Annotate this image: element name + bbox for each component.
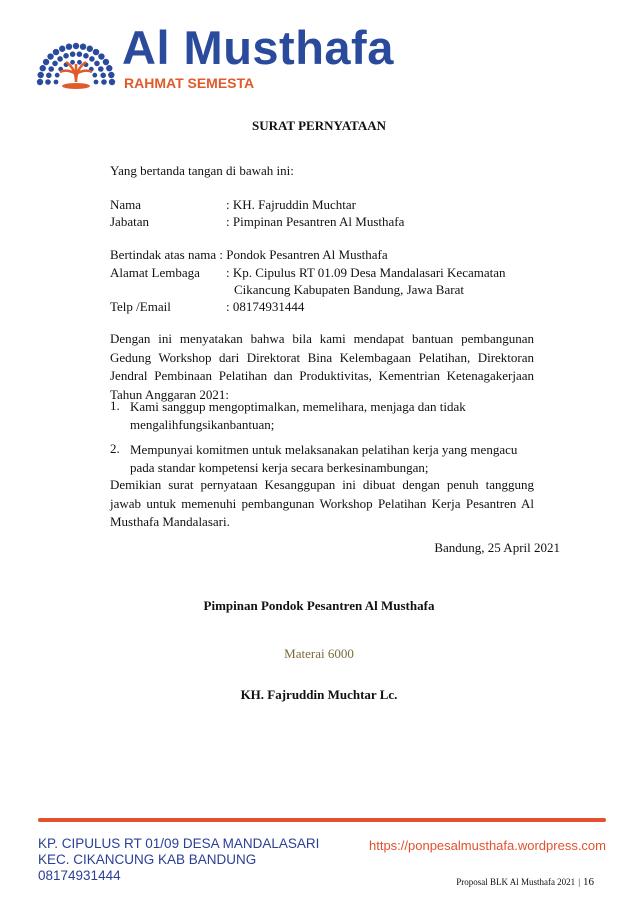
footer-website-link[interactable]: https://ponpesalmusthafa.wordpress.com bbox=[368, 838, 606, 853]
logo-emblem bbox=[36, 24, 116, 94]
alamat-value-1: : Kp. Cipulus RT 01.09 Desa Mandalasari Kecamatan bbox=[226, 265, 506, 280]
alamat-label: Alamat Lembaga bbox=[110, 265, 200, 280]
doc-label: Proposal BLK Al Musthafa 2021 bbox=[456, 877, 576, 887]
stamp-label: Materai 6000 bbox=[284, 646, 354, 661]
letter-title: SURAT PERNYATAAN bbox=[252, 118, 386, 133]
brand-name: Al Musthafa bbox=[122, 21, 394, 74]
list-item-2-number: 2. bbox=[110, 441, 120, 456]
intro-text: Yang bertanda tangan di bawah ini: bbox=[110, 163, 294, 178]
list-item-1-line2: mengalihfungsikanbantuan; bbox=[130, 417, 275, 432]
brand-tagline: RAHMAT SEMESTA bbox=[124, 75, 255, 91]
jabatan-value: : Pimpinan Pesantren Al Musthafa bbox=[226, 214, 405, 229]
nama-label: Nama bbox=[110, 197, 142, 212]
footer-address-2: KEC. CIKANCUNG KAB BANDUNG bbox=[38, 852, 257, 867]
statement-paragraph: Dengan ini menyatakan bahwa bila kami mendapat bantuan pembangunan Gedung Workshop dari Direktorat Bina Kelembagaan Pelatihan, Direktoran Jendral Pembinaan Pelatihan dan Produktivitas, Kementrian Ketenagakerjaan Tahun Anggaran 2021: bbox=[110, 331, 534, 402]
footer-phone: 08174931444 bbox=[38, 868, 121, 883]
telp-value: : 08174931444 bbox=[226, 299, 305, 314]
closing-paragraph: Demikian surat pernyataan Kesanggupan ini dibuat dengan penuh tanggung jawab untuk memenuhi pembangunan Workshop Pelatihan Kerja Pesantren Al Musthafa Mandalasari. bbox=[110, 477, 534, 529]
footer-divider bbox=[38, 818, 606, 822]
dotted-arch-icon bbox=[36, 24, 116, 94]
alamat-value-2: Cikancung Kabupaten Bandung, Jawa Barat bbox=[234, 282, 464, 297]
list-item-2-line2: pada standar kompetensi kerja secara berkesinambungan; bbox=[130, 460, 429, 475]
place-date: Bandung, 25 April 2021 bbox=[434, 540, 560, 555]
signatory-name: KH. Fajruddin Muchtar Lc. bbox=[240, 687, 398, 702]
signatory-title: Pimpinan Pondok Pesantren Al Musthafa bbox=[203, 598, 435, 613]
telp-label: Telp /Email bbox=[110, 299, 171, 314]
list-item-2-line1: Mempunyai komitmen untuk melaksanakan pelatihan kerja yang mengacu bbox=[130, 442, 518, 457]
page-separator: | bbox=[578, 877, 580, 887]
page-number: 16 bbox=[583, 876, 594, 888]
list-item-1-number: 1. bbox=[110, 398, 120, 413]
page-footer-label bbox=[456, 876, 594, 888]
nama-value: : KH. Fajruddin Muchtar bbox=[226, 197, 356, 212]
footer-address-1: KP. CIPULUS RT 01/09 DESA MANDALASARI bbox=[38, 836, 320, 851]
bertindak-line: Bertindak atas nama : Pondok Pesantren Al Musthafa bbox=[110, 247, 388, 262]
list-item-1-line1: Kami sanggup mengoptimalkan, memelihara, menjaga dan tidak bbox=[130, 399, 466, 414]
jabatan-label: Jabatan bbox=[110, 214, 149, 229]
